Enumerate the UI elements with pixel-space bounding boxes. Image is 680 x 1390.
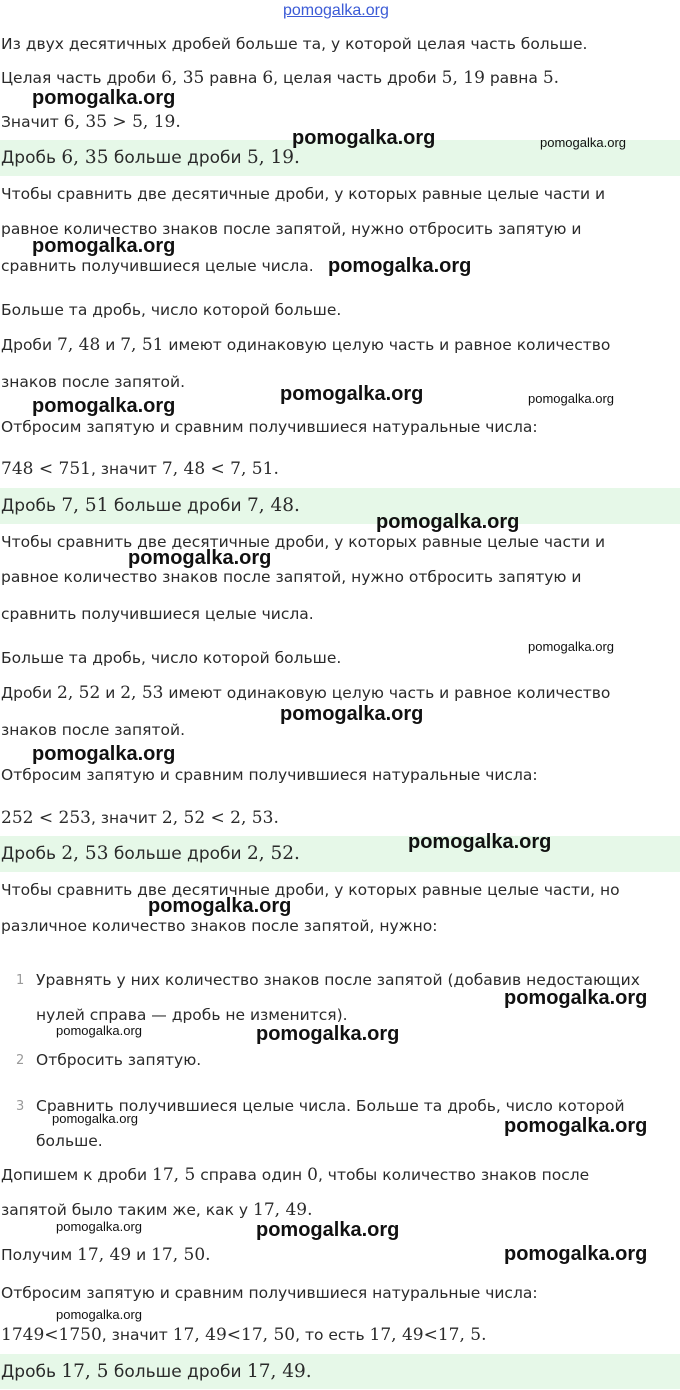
- block3-rule-line4: Больше та дробь, число которой больше.: [1, 649, 342, 667]
- watermark-text: pomogalka.org: [504, 987, 648, 1009]
- block2-rule-line4: Больше та дробь, число которой больше.: [1, 301, 342, 319]
- watermark-text: pomogalka.org: [32, 395, 176, 417]
- block2-line6: знаков после запятой.: [1, 373, 186, 391]
- block1-result: Дробь 6, 35 больше дроби 5, 19.: [0, 140, 680, 176]
- watermark-text: pomogalka.org: [32, 87, 176, 109]
- watermark-text: pomogalka.org: [128, 547, 272, 569]
- watermark-top-link[interactable]: pomogalka.org: [283, 2, 389, 19]
- watermark-text: pomogalka.org: [56, 1219, 142, 1234]
- block4-result: Дробь 17, 5 больше дроби 17, 49.: [0, 1354, 680, 1389]
- block1-intro: Из двух десятичных дробей больше та, у которой целая часть больше.: [1, 35, 588, 53]
- step-2-line1: Отбросить запятую.: [36, 1051, 202, 1069]
- step-1-line1: Уравнять у них количество знаков после запятой (добавив недостающих: [36, 971, 640, 989]
- step-number: 2: [16, 1053, 25, 1068]
- watermark-text: pomogalka.org: [56, 1023, 142, 1038]
- watermark-text: pomogalka.org: [540, 135, 626, 150]
- step-number: 3: [16, 1099, 25, 1114]
- block4-line3: Получим 17, 49 и 17, 50.: [1, 1245, 211, 1265]
- watermark-text: pomogalka.org: [504, 1243, 648, 1265]
- watermark-text: pomogalka.org: [408, 831, 552, 853]
- watermark-text: pomogalka.org: [376, 511, 520, 533]
- watermark-text: pomogalka.org: [52, 1111, 138, 1126]
- block4-line1: Допишем к дроби 17, 5 справа один 0, чтобы количество знаков после: [1, 1165, 590, 1185]
- watermark-text: pomogalka.org: [280, 383, 424, 405]
- watermark-text: pomogalka.org: [280, 703, 424, 725]
- watermark-text: pomogalka.org: [56, 1307, 142, 1322]
- watermark-text: pomogalka.org: [504, 1115, 648, 1137]
- step-1-line2: нулей справа — дробь не изменится).: [36, 1006, 348, 1024]
- watermark-text: pomogalka.org: [292, 127, 436, 149]
- step-3-line1: Сравнить получившиеся целые числа. Больше та дробь, число которой: [36, 1097, 625, 1115]
- block3-result: Дробь 2, 53 больше дроби 2, 52.: [0, 836, 680, 872]
- block2-line8: 748 < 751, значит 7, 48 < 7, 51.: [1, 459, 279, 479]
- watermark-text: pomogalka.org: [256, 1023, 400, 1045]
- block3-line7: Отбросим запятую и сравним получившиеся натуральные числа:: [1, 766, 538, 784]
- block2-rule-line1: Чтобы сравнить две десятичные дроби, у которых равные целые части и: [1, 185, 606, 203]
- block4-line2: запятой было таким же, как у 17, 49.: [1, 1200, 313, 1220]
- block3-rule-line1: Чтобы сравнить две десятичные дроби, у которых равные целые части и: [1, 533, 606, 551]
- watermark-text: pomogalka.org: [528, 391, 614, 406]
- block1-line2: Целая часть дроби 6, 35 равна 6, целая часть дроби 5, 19 равна 5.: [1, 68, 560, 88]
- block2-rule-line3: сравнить получившиеся целые числа.: [1, 257, 314, 275]
- block3-line5: Дроби 2, 52 и 2, 53 имеют одинаковую целую часть и равное количество: [1, 683, 611, 703]
- block2-line7: Отбросим запятую и сравним получившиеся натуральные числа:: [1, 418, 538, 436]
- step-number: 1: [16, 973, 25, 988]
- block4-line4: Отбросим запятую и сравним получившиеся натуральные числа:: [1, 1284, 538, 1302]
- block3-rule-line3: сравнить получившиеся целые числа.: [1, 605, 314, 623]
- watermark-text: pomogalka.org: [32, 235, 176, 257]
- block4-rule-line1: Чтобы сравнить две десятичные дроби, у которых равные целые части, но: [1, 881, 620, 899]
- block2-line5: Дроби 7, 48 и 7, 51 имеют одинаковую целую часть и равное количество: [1, 335, 611, 355]
- watermark-text: pomogalka.org: [148, 895, 292, 917]
- watermark-text: pomogalka.org: [528, 639, 614, 654]
- watermark-text: pomogalka.org: [256, 1219, 400, 1241]
- block2-rule-line2: равное количество знаков после запятой, нужно отбросить запятую и: [1, 220, 582, 238]
- block2-result: Дробь 7, 51 больше дроби 7, 48.: [0, 488, 680, 524]
- block3-line6: знаков после запятой.: [1, 721, 186, 739]
- watermark-text: pomogalka.org: [32, 743, 176, 765]
- block3-rule-line2: равное количество знаков после запятой, нужно отбросить запятую и: [1, 568, 582, 586]
- block4-rule-line2: различное количество знаков после запятой, нужно:: [1, 917, 438, 935]
- block4-line5: 1749<1750, значит 17, 49<17, 50, то есть 17, 49<17, 5.: [1, 1325, 487, 1345]
- block3-line8: 252 < 253, значит 2, 52 < 2, 53.: [1, 808, 279, 828]
- step-3-line2: больше.: [36, 1132, 103, 1150]
- watermark-text: pomogalka.org: [328, 255, 472, 277]
- block1-line3: Значит 6, 35 > 5, 19.: [1, 112, 181, 132]
